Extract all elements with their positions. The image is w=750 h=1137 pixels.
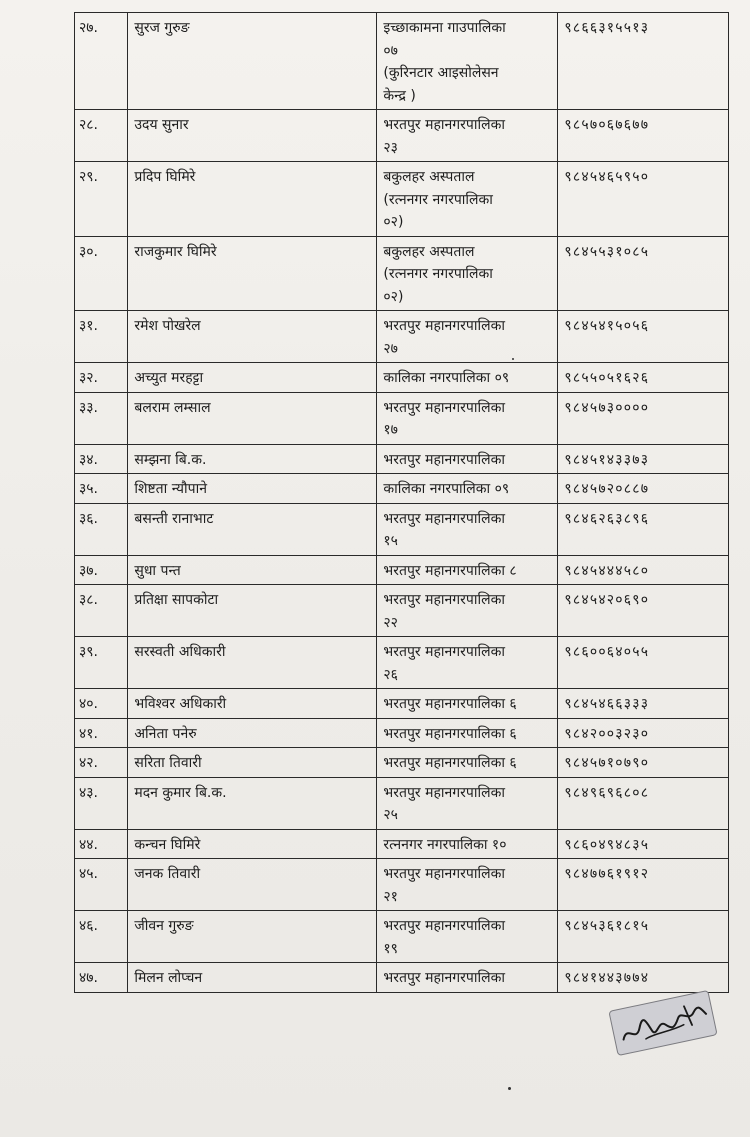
name-cell: अच्युत मरहट्टा [128,363,377,393]
name-cell: मदन कुमार बि.क. [128,777,377,829]
address-cell [377,162,558,237]
serial-number-cell: ३७. [75,555,128,585]
table-row [75,363,729,393]
name-cell: सरस्वती अधिकारी [128,637,377,689]
phone-cell: ९८४६२६३८९६ [558,503,729,555]
table-row [75,718,729,748]
signature-scribble-icon [610,991,717,1055]
name-cell: राजकुमार घिमिरे [128,236,377,311]
table-row [75,236,729,311]
name-cell: सुधा पन्त [128,555,377,585]
signature-stamp-icon [608,990,717,1056]
phone-cell: ९८४५५३१०८५ [558,236,729,311]
address-line: इच्छाकामना गाउपालिका [383,20,506,36]
table-row [75,162,729,237]
name-cell: प्रतिक्षा सापकोटा [128,585,377,637]
address-line: (रत्ननगर नगरपालिका [383,266,493,282]
serial-number-cell: ३३. [75,392,128,444]
serial-number-cell: २८. [75,110,128,162]
serial-number-cell: ३८. [75,585,128,637]
address-cell [377,637,558,689]
address-line: रत्ननगर नगरपालिका १० [383,836,507,853]
table-row [75,392,729,444]
address-line: १५ [383,533,398,549]
serial-number-cell: ३९. [75,637,128,689]
name-cell: बलराम लम्साल [128,392,377,444]
phone-cell: ९८४५७३०००० [558,392,729,444]
address-cell [377,748,558,778]
address-line: बकुलहर अस्पताल [383,169,475,185]
name-cell: अनिता पनेरु [128,718,377,748]
address-line: १७ [383,422,398,438]
phone-cell: ९८६६३१५५१३ [558,13,729,110]
table-row [75,13,729,110]
address-line: केन्द्र ) [383,87,416,104]
table-row [75,637,729,689]
table-row [75,777,729,829]
phone-cell: ९८४५७२०८८७ [558,474,729,504]
address-line: २७ [383,340,398,357]
serial-number-cell: ४०. [75,689,128,719]
address-cell [377,777,558,829]
table-row [75,555,729,585]
address-line: २१ [383,888,398,905]
records-table-body [75,13,729,993]
serial-number-cell: ४१. [75,718,128,748]
address-line: भरतपुर महानगरपालिका [383,970,505,986]
table-row [75,963,729,993]
name-cell: उदय सुनार [128,110,377,162]
serial-number-cell: ३१. [75,311,128,363]
address-line: भरतपुर महानगरपालिका ८ [383,562,517,579]
serial-number-cell: ४३. [75,777,128,829]
address-line: (रत्ननगर नगरपालिका [383,191,493,208]
serial-number-cell: ४२. [75,748,128,778]
address-line: बकुलहर अस्पताल [383,243,475,260]
address-cell [377,444,558,474]
paper-speck [512,358,514,360]
table-row [75,503,729,555]
address-cell [377,963,558,993]
address-cell [377,689,558,719]
phone-cell: ९८४५१४३३७३ [558,444,729,474]
address-line: ०२) [383,214,404,230]
phone-cell: ९८४५४६६३३३ [558,689,729,719]
phone-cell: ९८४५४४४५८० [558,555,729,585]
name-cell: सम्झना बि.क. [128,444,377,474]
address-line: भरतपुर महानगरपालिका [383,399,505,416]
table-row [75,110,729,162]
table-row [75,474,729,504]
table-row [75,311,729,363]
table-row [75,689,729,719]
address-line: ०७ [383,42,398,59]
table-row [75,911,729,963]
paper-speck [508,1087,511,1090]
address-line: ०२) [383,288,404,305]
phone-cell: ९८४७७६१९१२ [558,859,729,911]
address-cell [377,110,558,162]
name-cell: सुरज गुरुङ [128,13,377,110]
address-cell [377,829,558,859]
name-cell: रमेश पोखरेल [128,311,377,363]
phone-cell: ९८५७०६७६७७ [558,110,729,162]
serial-number-cell: ४५. [75,859,128,911]
address-cell [377,911,558,963]
address-line: १९ [383,940,398,957]
address-cell [377,311,558,363]
address-cell [377,474,558,504]
records-table [74,12,729,993]
table-row [75,444,729,474]
phone-cell: ९८४२००३२३० [558,718,729,748]
serial-number-cell: ४७. [75,963,128,993]
address-line: कालिका नगरपालिका ०९ [383,481,510,497]
serial-number-cell: ४४. [75,829,128,859]
address-line: भरतपुर महानगरपालिका ६ [383,725,517,742]
address-line: २६ [383,666,398,683]
address-cell [377,718,558,748]
serial-number-cell: ३०. [75,236,128,311]
serial-number-cell: ३६. [75,503,128,555]
address-line: भरतपुर महानगरपालिका [383,918,505,934]
serial-number-cell: ४६. [75,911,128,963]
phone-cell: ९८४५४२०६९० [558,585,729,637]
address-cell [377,236,558,311]
name-cell: प्रदिप घिमिरे [128,162,377,237]
address-line: भरतपुर महानगरपालिका [383,318,505,334]
serial-number-cell: २९. [75,162,128,237]
address-line: भरतपुर महानगरपालिका [383,510,505,527]
address-line: कालिका नगरपालिका ०९ [383,370,510,386]
table-row [75,829,729,859]
address-line: (कुरिनटार आइसोलेसन [383,65,499,81]
address-line: २५ [383,807,398,823]
phone-cell: ९८६००६४०५५ [558,637,729,689]
phone-cell: ९८४५४१५०५६ [558,311,729,363]
name-cell: कन्चन घिमिरे [128,829,377,859]
address-cell [377,503,558,555]
address-line: भरतपुर महानगरपालिका [383,784,505,801]
address-line: भरतपुर महानगरपालिका ६ [383,696,517,712]
address-line: भरतपुर महानगरपालिका ६ [383,755,517,771]
address-line: भरतपुर महानगरपालिका [383,451,505,468]
address-line: भरतपुर महानगरपालिका [383,644,505,660]
table-row [75,585,729,637]
name-cell: जनक तिवारी [128,859,377,911]
address-cell [377,585,558,637]
name-cell: शिष्टता न्यौपाने [128,474,377,504]
phone-cell: ९८४५४६५९५० [558,162,729,237]
serial-number-cell: ३२. [75,363,128,393]
address-cell [377,363,558,393]
serial-number-cell: ३४. [75,444,128,474]
address-cell [377,859,558,911]
address-cell [377,392,558,444]
serial-number-cell: ३५. [75,474,128,504]
address-line: २३ [383,139,398,156]
name-cell: सरिता तिवारी [128,748,377,778]
phone-cell: ९८४१४४३७७४ [558,963,729,993]
phone-cell: ९८६०४९४८३५ [558,829,729,859]
address-cell [377,555,558,585]
table-row [75,859,729,911]
serial-number-cell: २७. [75,13,128,110]
phone-cell: ९८४५७१०७९० [558,748,729,778]
name-cell: मिलन लोप्चन [128,963,377,993]
phone-cell: ९८४५३६१८१५ [558,911,729,963]
address-line: भरतपुर महानगरपालिका [383,592,505,608]
name-cell: बसन्ती रानाभाट [128,503,377,555]
table-row [75,748,729,778]
phone-cell: ९८४९६९६८०८ [558,777,729,829]
address-cell [377,13,558,110]
name-cell: जीवन गुरुङ [128,911,377,963]
address-line: २२ [383,614,398,631]
phone-cell: ९८५५०५१६२६ [558,363,729,393]
address-line: भरतपुर महानगरपालिका [383,866,505,882]
name-cell: भविश्वर अधिकारी [128,689,377,719]
address-line: भरतपुर महानगरपालिका [383,117,505,133]
